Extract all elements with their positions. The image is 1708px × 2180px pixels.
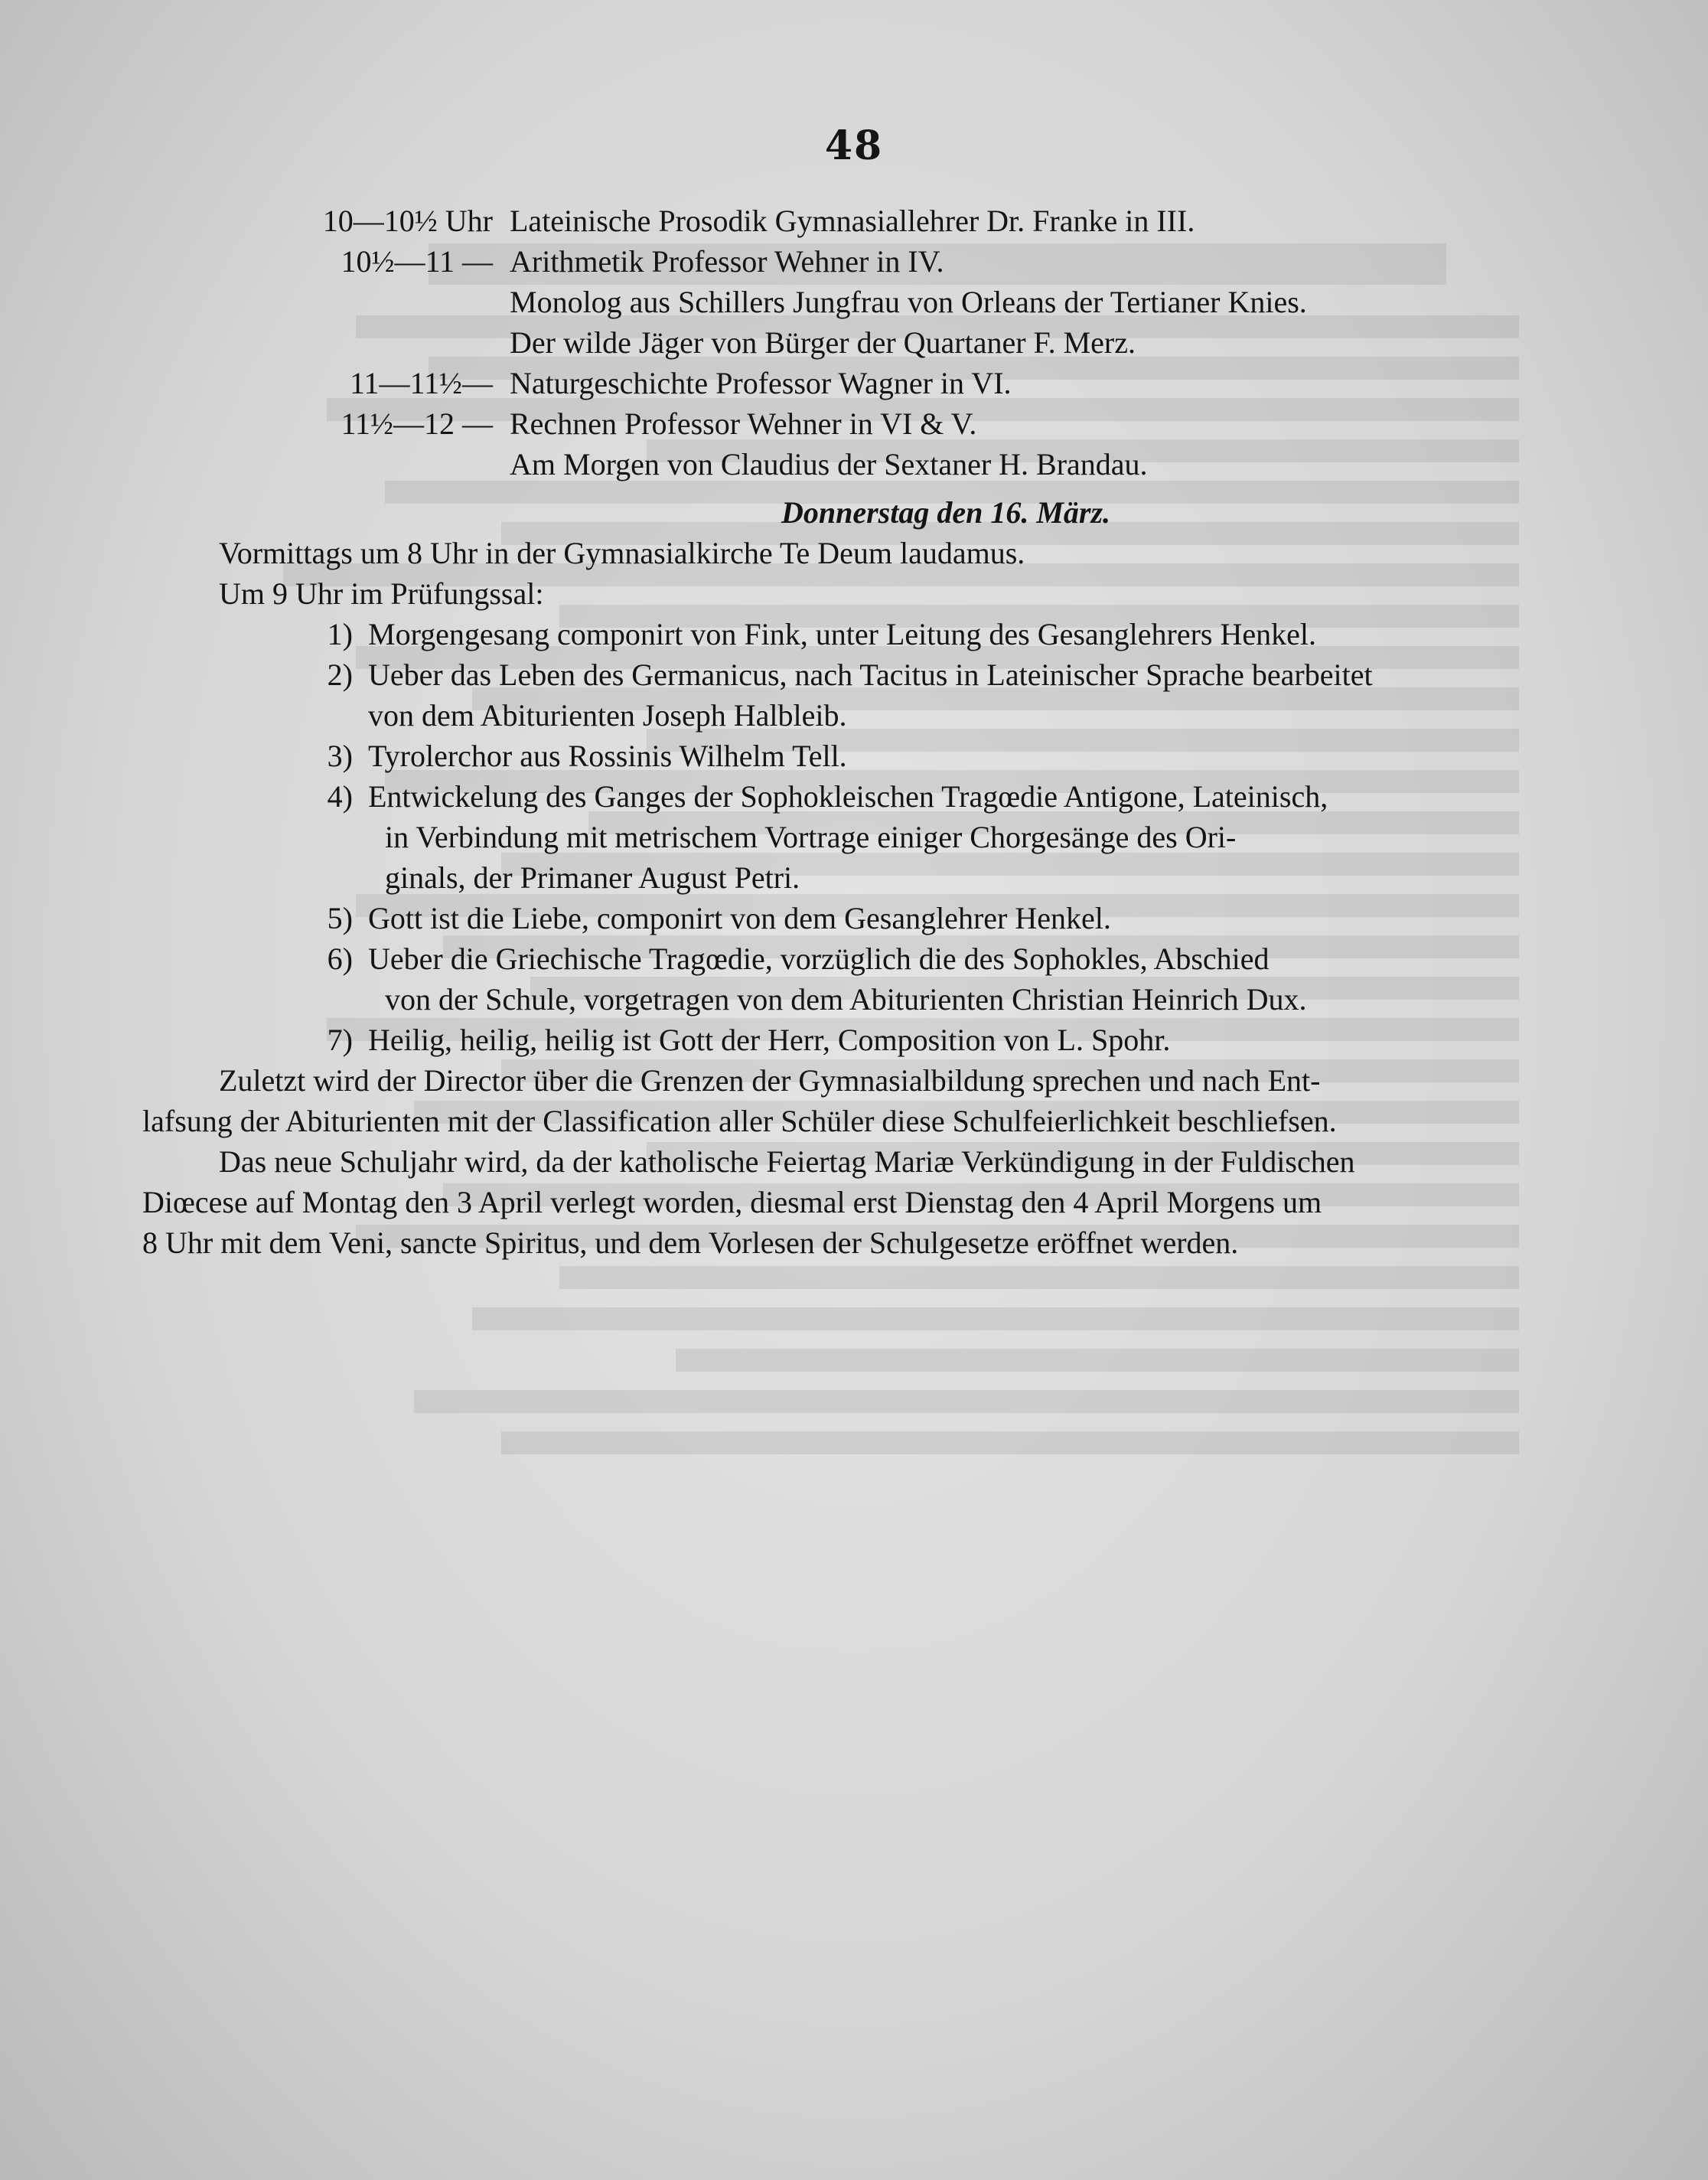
- schedule-row: [142, 241, 1596, 282]
- schedule-text: Lateinische Prosodik Gymnasiallehrer Dr. Franke in III.: [510, 204, 1195, 238]
- schedule-time: 11—11½—: [349, 366, 493, 400]
- schedule-time: 10½—11 —: [341, 244, 493, 279]
- program-item: [142, 614, 1596, 654]
- program-line: Heilig, heilig, heilig ist Gott der Herr, Composition von L. Spohr.: [368, 1023, 1171, 1057]
- program-line: Ueber die Griechische Tragœdie, vorzüglich die des Sophokles, Abschied: [368, 942, 1270, 976]
- program-line: Ueber das Leben des Germanicus, nach Tacitus in Lateinischer Sprache bearbeitet: [368, 658, 1373, 692]
- schedule-time: 11½—12 —: [341, 406, 493, 441]
- program-number: 6): [327, 942, 353, 976]
- program-line: Tyrolerchor aus Rossinis Wilhelm Tell.: [368, 739, 847, 773]
- schedule-text: Naturgeschichte Professor Wagner in VI.: [510, 366, 1012, 400]
- page-number: 48: [824, 122, 884, 169]
- program-line: Gott ist die Liebe, componirt von dem Gesanglehrer Henkel.: [368, 901, 1111, 935]
- program-line: Morgengesang componirt von Fink, unter Leitung des Gesanglehrers Henkel.: [368, 617, 1316, 651]
- schedule-row: [142, 363, 1596, 403]
- closing-paragraph-director: [142, 1060, 1596, 1141]
- program-item: [142, 776, 1596, 898]
- schedule-time: [142, 282, 510, 322]
- program-list: [142, 614, 1596, 1060]
- program-number: 3): [327, 739, 353, 773]
- program-line: von dem Abiturienten Joseph Halbleib.: [368, 698, 847, 733]
- program-item: [142, 898, 1596, 938]
- program-number: 7): [327, 1023, 353, 1057]
- program-line: von der Schule, vorgetragen von dem Abiturienten Christian Heinrich Dux.: [385, 982, 1307, 1017]
- schedule-text: Monolog aus Schillers Jungfrau von Orleans der Tertianer Knies.: [510, 285, 1307, 319]
- program-item: [142, 736, 1596, 776]
- program-item: [142, 938, 1596, 1020]
- program-item: [142, 1020, 1596, 1060]
- schedule-row: [142, 282, 1596, 322]
- program-line: ginals, der Primaner August Petri.: [385, 860, 800, 895]
- page-content: [142, 201, 1596, 1263]
- schedule-text: Rechnen Professor Wehner in VI & V.: [510, 406, 977, 441]
- program-number: 1): [327, 617, 353, 651]
- schedule-time: [142, 444, 510, 485]
- day-heading: Donnerstag den 16. März.: [781, 495, 1111, 530]
- schedule-text: Der wilde Jäger von Bürger der Quartaner F. Merz.: [510, 325, 1136, 360]
- paragraph-line: lafsung der Abiturienten mit der Classification aller Schüler diese Schulfeierlichkeit beschliefsen.: [142, 1104, 1337, 1138]
- intro-line: Vormittags um 8 Uhr in der Gymnasialkirche Te Deum laudamus.: [219, 536, 1025, 570]
- schedule-row: [142, 201, 1596, 241]
- paragraph-line: Diœcese auf Montag den 3 April verlegt worden, diesmal erst Dienstag den 4 April Morgens um: [142, 1185, 1322, 1219]
- program-line: Entwickelung des Ganges der Sophokleischen Tragœdie Antigone, Lateinisch,: [368, 779, 1328, 814]
- program-number: 4): [327, 779, 353, 814]
- schedule-time: 10—10½ Uhr: [322, 204, 493, 238]
- schedule-text: Am Morgen von Claudius der Sextaner H. Brandau.: [510, 447, 1148, 481]
- paragraph-line: 8 Uhr mit dem Veni, sancte Spiritus, und dem Vorlesen der Schulgesetze eröffnet werden.: [142, 1225, 1239, 1260]
- program-item: [142, 654, 1596, 736]
- schedule-list: [142, 201, 1596, 485]
- paragraph-line: Das neue Schuljahr wird, da der katholische Feiertag Mariæ Verkündigung in der Fuldischen: [219, 1144, 1355, 1179]
- program-number: 2): [327, 658, 353, 692]
- intro-line: Um 9 Uhr im Prüfungssal:: [219, 576, 544, 611]
- program-number: 5): [327, 901, 353, 935]
- paragraph-line: Zuletzt wird der Director über die Grenzen der Gymnasialbildung sprechen und nach Ent-: [219, 1063, 1321, 1098]
- schedule-row: [142, 322, 1596, 363]
- closing-paragraph-schoolyear: [142, 1141, 1596, 1263]
- program-line: in Verbindung mit metrischem Vortrage einiger Chorgesänge des Ori-: [385, 820, 1237, 854]
- schedule-row: [142, 403, 1596, 444]
- schedule-text: Arithmetik Professor Wehner in IV.: [510, 244, 944, 279]
- schedule-time: [142, 322, 510, 363]
- schedule-row: [142, 444, 1596, 485]
